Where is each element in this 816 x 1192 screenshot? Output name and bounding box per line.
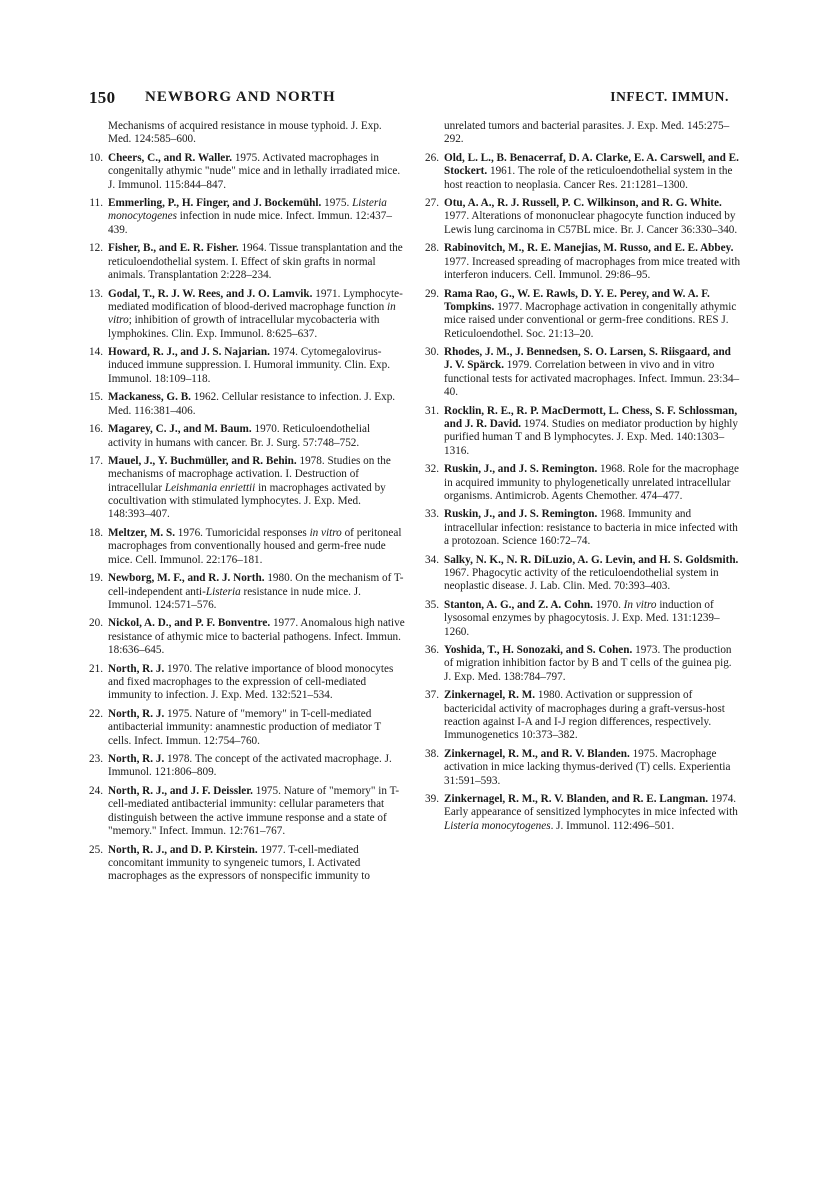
reference-item [89, 391, 405, 418]
reference-number: 10. [89, 151, 103, 164]
reference-number: 38. [425, 747, 439, 760]
reference-authors: Godal, T., R. J. W. Rees, and J. O. Lamvik. [108, 287, 313, 300]
journal-name: INFECT. IMMUN. [610, 89, 729, 104]
reference-number: 14. [89, 346, 103, 359]
reference-text: 1968. Immunity and intracellular infection: resistance to bacteria in mice infected with a protozoan. Science 160:72–74. [444, 508, 738, 548]
reference-number: 32. [425, 463, 439, 476]
reference-authors: Howard, R. J., and J. S. Najarian. [108, 346, 270, 359]
reference-item [89, 527, 405, 567]
reference-authors: Rocklin, R. E., R. P. MacDermott, L. Chess, S. F. Schlossman, and J. R. David. [444, 404, 738, 430]
reference-text-continued: of peritoneal macrophages from conventionally housed and germ-free nude mice. Cell. Immunol. 22:176–181. [108, 526, 402, 566]
reference-italic: Listeria monocytogenes [444, 819, 551, 832]
reference-text: 1980. Activation or suppression of bactericidal activity of macrophages during a graft-versus-host reaction against I-A and I-J region differences, respectively. Immunogenetics 10:373–382. [444, 689, 725, 742]
reference-number: 35. [425, 598, 439, 611]
reference-item [89, 242, 405, 282]
reference-item [425, 748, 741, 788]
reference-number: 33. [425, 508, 439, 521]
reference-text: 1974. Early appearance of sensitized lymphocytes in mice infected with [444, 793, 738, 819]
reference-item [89, 572, 405, 612]
reference-number: 18. [89, 526, 103, 539]
reference-item [89, 423, 405, 450]
reference-item [425, 405, 741, 458]
reference-text: 1979. Correlation between in vivo and in vitro functional tests for activated macrophages. Infect. Immun. 23:34–40. [444, 359, 740, 399]
reference-authors: Zinkernagel, R. M. [444, 689, 536, 702]
reference-italic: Leishmania enriettii [164, 481, 256, 494]
reference-italic: In vitro [623, 598, 657, 611]
reference-number: 12. [89, 242, 103, 255]
reference-authors: Stanton, A. G., and Z. A. Cohn. [444, 598, 593, 611]
reference-authors: North, R. J. [108, 662, 165, 675]
running-authors: NEWBORG AND NORTH [145, 89, 336, 105]
reference-text: 1975. Macrophage activation in mice lacking thymus-derived (T) cells. Experientia 31:591–593. [444, 747, 731, 787]
reference-number: 13. [89, 287, 103, 300]
reference-item [425, 644, 741, 684]
reference-authors: North, R. J., and D. P. Kirstein. [108, 843, 258, 856]
reference-number: 27. [425, 197, 439, 210]
reference-text: 1970. The relative importance of blood monocytes and fixed macrophages to the expression of cell-mediated immunity to infection. J. Exp. Med. 132:521–534. [108, 662, 394, 702]
reference-text: 1978. The concept of the activated macrophage. J. Immunol. 121:806–809. [108, 753, 392, 779]
reference-number: 15. [89, 391, 103, 404]
reference-italic: Listeria monocytogenes [108, 197, 387, 223]
reference-text: 1974. Cytomegalovirus-induced immune suppression. I. Humoral immunity. Clin. Exp. Immunol. 18:109–118. [108, 346, 391, 385]
reference-text-continued: resistance in nude mice. J. Immunol. 124:571–576. [108, 585, 361, 611]
reference-authors: Rhodes, J. M., J. Bennedsen, S. O. Larsen, S. Riisgaard, and J. V. Spärck. [444, 346, 731, 372]
reference-authors: Emmerling, P., H. Finger, and J. Bockemühl. [108, 197, 322, 210]
reference-authors: Ruskin, J., and J. S. Remington. [444, 463, 598, 476]
reference-number: 24. [89, 784, 103, 797]
page-number: 150 [89, 88, 116, 107]
reference-authors: Otu, A. A., R. J. Russell, P. C. Wilkinson, and R. G. White. [444, 197, 722, 210]
reference-text-continued: infection in nude mice. Infect. Immun. 12:437–439. [108, 210, 392, 236]
reference-authors: Old, L. L., B. Benacerraf, D. A. Clarke, E. A. Carswell, and E. Stockert. [444, 151, 739, 178]
reference-text-continued: induction of lysosomal enzymes by phagocytosis. J. Exp. Med. 131:1239–1260. [444, 598, 720, 638]
reference-authors: North, R. J., and J. F. Deissler. [108, 784, 253, 797]
reference-number: 23. [89, 753, 103, 766]
reference-item [425, 242, 741, 282]
reference-authors: Zinkernagel, R. M., and R. V. Blanden. [444, 747, 630, 760]
reference-authors: Salky, N. K., N. R. DiLuzio, A. G. Levin, and H. S. Goldsmith. [444, 553, 739, 566]
reference-number: 39. [425, 793, 439, 806]
reference-authors: Newborg, M. F., and R. J. North. [108, 572, 265, 585]
reference-authors: Fisher, B., and E. R. Fisher. [108, 242, 239, 255]
right-column [425, 120, 741, 833]
reference-text: 1970. Reticuloendothelial activity in humans with cancer. Br. J. Surg. 57:748–752. [108, 423, 371, 449]
reference-number: 22. [89, 707, 103, 720]
reference-text-continued: in macrophages activated by cocultivation with stimulated lymphocytes. J. Exp. Med. 148:393–407. [108, 481, 386, 521]
reference-authors: Mauel, J., Y. Buchmüller, and R. Behin. [108, 455, 297, 468]
reference-text: 1975. [321, 197, 353, 210]
reference-item [425, 689, 741, 742]
reference-number: 34. [425, 553, 439, 566]
reference-item [425, 346, 741, 399]
reference-text: 1962. Cellular resistance to infection. J. Exp. Med. 116:381–406. [108, 391, 396, 417]
reference-authors: Rabinovitch, M., R. E. Manejias, M. Russo, and E. E. Abbey. [444, 242, 734, 255]
reference-number: 20. [89, 617, 103, 630]
reference-item [89, 785, 405, 838]
reference-item [89, 346, 405, 386]
reference-item [425, 197, 741, 237]
reference-authors: North, R. J. [108, 753, 165, 766]
reference-authors: Ruskin, J., and J. S. Remington. [444, 508, 598, 521]
left-column [89, 120, 405, 884]
reference-item [89, 617, 405, 657]
reference-item [425, 508, 741, 548]
reference-text: 1977. T-cell-mediated concomitant immunity to syngeneic tumors, I. Activated macrophages as the expressors of nonspecific immunity to [108, 843, 370, 883]
reference-item [425, 793, 741, 833]
reference-text: 1970. [592, 598, 624, 611]
reference-text: 1977. Macrophage activation in congenitally athymic mice raised under conventional or germ-free conditions. RES J. Reticuloendothel. Soc. 21:13–20. [444, 300, 737, 340]
reference-text: 1961. The role of the reticuloendothelial system in the host reaction to neoplasia. Cancer Res. 21:1281–1300. [444, 165, 733, 191]
reference-item [425, 554, 741, 594]
reference-number: 29. [425, 287, 439, 300]
reference-authors: Rama Rao, G., W. E. Rawls, D. Y. E. Perey, and W. A. F. Tompkins. [444, 287, 710, 313]
reference-item [89, 152, 405, 192]
reference-number: 28. [425, 242, 439, 255]
reference-text: 1971. Lymphocyte-mediated modification of blood-derived macrophage function [108, 287, 403, 313]
reference-item [89, 288, 405, 341]
reference-text: 1977. Anomalous high native resistance of athymic mice to bacterial pathogens. Infect. Immun. 18:636–645. [108, 617, 405, 657]
reference-text: 1975. Nature of "memory" in T-cell-mediated antibacterial immunity: cellular parameters that distinguish between the active immune response and a state of "memory." Infect. Immun. 12:761–767. [108, 784, 400, 837]
reference-text: 1977. Alterations of mononuclear phagocyte function induced by Lewis lung carcinoma in C57BL mice. Br. J. Cancer 36:330–340. [444, 210, 738, 236]
reference-number: 16. [89, 423, 103, 436]
reference-number: 19. [89, 572, 103, 585]
reference-italic: in vitro [309, 526, 342, 539]
reference-text: 1975. Nature of "memory" in T-cell-mediated antibacterial immunity: anamnestic production of mediator T cells. Infect. Immun. 12:754–760. [108, 707, 381, 747]
reference-text: 1976. Tumoricidal responses [175, 526, 310, 539]
reference-number: 36. [425, 644, 439, 657]
reference-item [89, 708, 405, 748]
reference-number: 30. [425, 346, 439, 359]
reference-number: 17. [89, 455, 103, 468]
reference-number: 31. [425, 404, 439, 417]
reference-continuation: Mechanisms of acquired resistance in mouse typhoid. J. Exp. Med. 124:585–600. [108, 120, 382, 146]
reference-item [89, 197, 405, 237]
reference-authors: North, R. J. [108, 707, 165, 720]
reference-text: 1967. Phagocytic activity of the reticuloendothelial system in neoplastic disease. J. Lab. Clin. Med. 70:393–403. [444, 567, 719, 593]
page-header [89, 88, 729, 112]
reference-item [425, 599, 741, 639]
reference-italic: Listeria [205, 585, 241, 598]
reference-authors: Meltzer, M. S. [108, 526, 175, 539]
reference-item [425, 463, 741, 503]
reference-continuation: unrelated tumors and bacterial parasites. J. Exp. Med. 145:275–292. [444, 120, 730, 146]
reference-text: 1974. Studies on mediator production by highly purified human T and B lymphocytes. J. Exp. Med. 140:1303–1316. [444, 418, 738, 457]
reference-number: 26. [425, 151, 439, 164]
reference-text-continued: ; inhibition of growth of intracellular mycobacteria with lymphokines. Clin. Exp. Immunol. 8:625–637. [108, 314, 380, 340]
reference-authors: Zinkernagel, R. M., R. V. Blanden, and R. E. Langman. [444, 793, 709, 806]
reference-text: 1964. Tissue transplantation and the reticuloendothelial system. I. Effect of skin grafts in normal animals. Transplantation 2:228–234. [108, 242, 403, 281]
reference-authors: Magarey, C. J., and M. Baum. [108, 423, 252, 436]
reference-italic: in vitro [108, 300, 396, 327]
reference-number: 21. [89, 662, 103, 675]
reference-item [89, 663, 405, 703]
reference-text: 1977. Increased spreading of macrophages from mice treated with interferon inducers. Cell. Immunol. 29:86–95. [444, 255, 741, 281]
reference-number: 25. [89, 843, 103, 856]
reference-authors: Mackaness, G. B. [108, 391, 191, 404]
reference-text: 1973. The production of migration inhibition factor by B and T cells of the guinea pig. J. Exp. Med. 138:784–797. [444, 644, 732, 683]
reference-text: 1975. Activated macrophages in congenitally athymic "nude" mice and in lethally irradiated mice. J. Immunol. 115:844–847. [108, 151, 401, 191]
reference-item [425, 152, 741, 192]
reference-authors: Yoshida, T., H. Sonozaki, and S. Cohen. [444, 644, 633, 657]
reference-number: 11. [89, 197, 103, 210]
reference-authors: Nickol, A. D., and P. F. Bonventre. [108, 617, 271, 630]
reference-item [425, 288, 741, 341]
reference-item [89, 844, 405, 884]
reference-text: 1968. Role for the macrophage in acquired immunity to phylogenetically unrelated intracellular organisms. Antimicrob. Agents Chemother. 474–477. [444, 463, 739, 502]
reference-item [89, 753, 405, 780]
reference-item [89, 455, 405, 522]
reference-text-continued: . J. Immunol. 112:496–501. [550, 819, 675, 832]
reference-authors: Cheers, C., and R. Waller. [108, 151, 233, 164]
reference-number: 37. [425, 689, 439, 702]
reference-text: 1980. On the mechanism of T-cell-independent anti- [108, 572, 404, 598]
reference-text: 1978. Studies on the mechanisms of macrophage activation. I. Destruction of intracellular [108, 455, 391, 494]
